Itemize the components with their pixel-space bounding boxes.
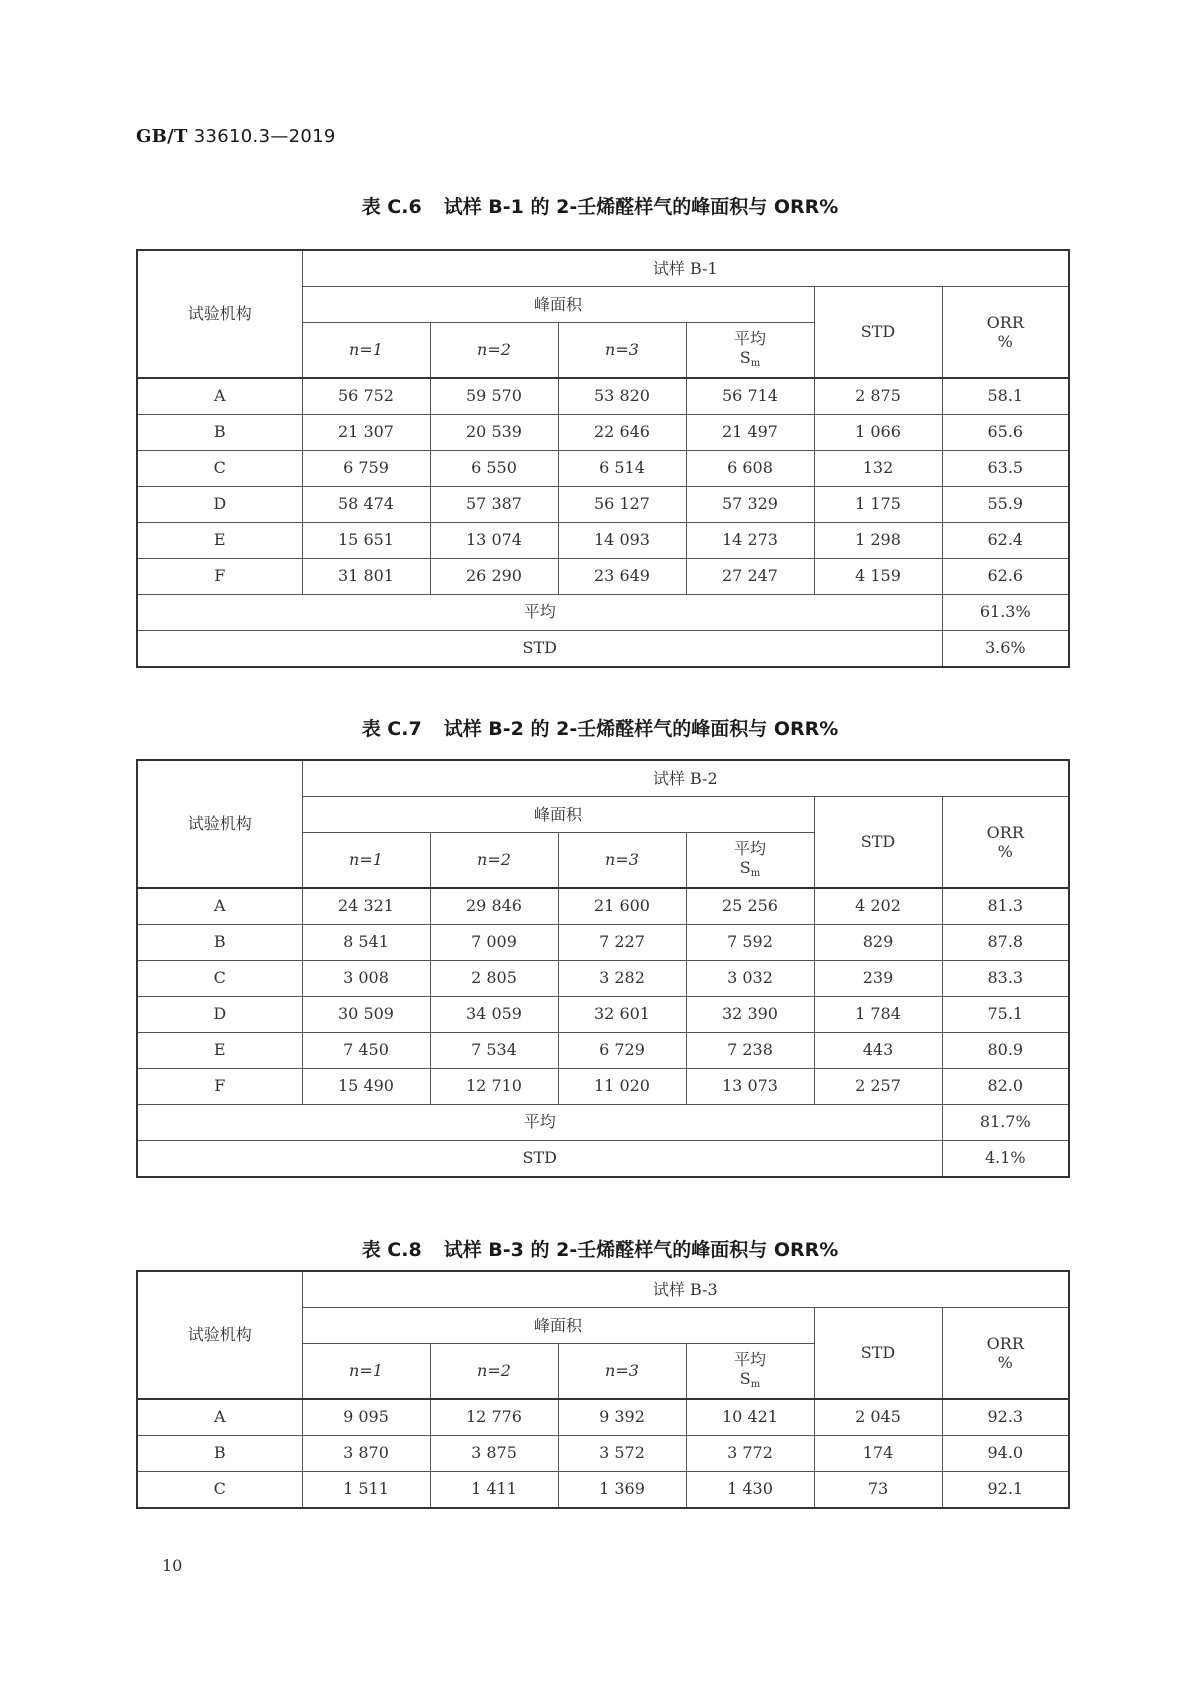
- cell-std: 1 784: [814, 996, 942, 1032]
- summary-row: [137, 594, 1069, 630]
- data-table: [136, 249, 1070, 668]
- cell-orr: 80.9: [942, 1032, 1069, 1068]
- cell-n3: 3 572: [558, 1435, 686, 1471]
- cell-avg: 57 329: [686, 486, 814, 522]
- header-std: STD: [814, 287, 942, 378]
- cell-inst: D: [137, 486, 302, 522]
- cell-avg: 25 256: [686, 888, 814, 925]
- summary-value: 4.1%: [942, 1140, 1069, 1177]
- header-n1: n=1: [302, 1344, 430, 1399]
- cell-orr: 92.3: [942, 1399, 1069, 1436]
- cell-std: 1 298: [814, 522, 942, 558]
- cell-n2: 12 710: [430, 1068, 558, 1104]
- header-orr-unit: %: [997, 331, 1013, 351]
- header-average-label: 平均: [733, 839, 766, 859]
- header-peak-area: 峰面积: [302, 1308, 814, 1344]
- cell-std: 2 045: [814, 1399, 942, 1436]
- cell-n3: 6 729: [558, 1032, 686, 1068]
- cell-avg: 10 421: [686, 1399, 814, 1436]
- data-table: [136, 1270, 1070, 1509]
- table-row: [137, 1068, 1069, 1104]
- cell-orr: 62.6: [942, 558, 1069, 594]
- summary-value: 3.6%: [942, 630, 1069, 667]
- table-caption: [0, 714, 1200, 741]
- cell-n3: 22 646: [558, 414, 686, 450]
- cell-inst: A: [137, 1399, 302, 1436]
- cell-orr: 62.4: [942, 522, 1069, 558]
- cell-avg: 1 430: [686, 1471, 814, 1508]
- header-orr-label: ORR: [986, 822, 1024, 842]
- cell-std: 1 066: [814, 414, 942, 450]
- header-peak-area: 峰面积: [302, 287, 814, 323]
- cell-std: 132: [814, 450, 942, 486]
- cell-orr: 65.6: [942, 414, 1069, 450]
- header-n3: n=3: [558, 323, 686, 378]
- cell-avg: 3 772: [686, 1435, 814, 1471]
- cell-std: 2 257: [814, 1068, 942, 1104]
- cell-n1: 56 752: [302, 378, 430, 415]
- table-row: [137, 414, 1069, 450]
- header-orr-label: ORR: [986, 312, 1024, 332]
- table-number: 表 C.8: [361, 1239, 422, 1261]
- standard-code-number: 33610.3—2019: [193, 126, 336, 147]
- cell-std: 2 875: [814, 378, 942, 415]
- header-average: [686, 1344, 814, 1399]
- cell-n2: 12 776: [430, 1399, 558, 1436]
- header-n2: n=2: [430, 833, 558, 888]
- cell-n1: 6 759: [302, 450, 430, 486]
- header-average: [686, 323, 814, 378]
- cell-std: 4 159: [814, 558, 942, 594]
- cell-n1: 7 450: [302, 1032, 430, 1068]
- cell-n2: 26 290: [430, 558, 558, 594]
- cell-orr: 92.1: [942, 1471, 1069, 1508]
- header-n2: n=2: [430, 323, 558, 378]
- summary-value: 61.3%: [942, 594, 1069, 630]
- header-orr-unit: %: [997, 841, 1013, 861]
- header-average: [686, 833, 814, 888]
- cell-n3: 53 820: [558, 378, 686, 415]
- cell-n3: 11 020: [558, 1068, 686, 1104]
- cell-avg: 56 714: [686, 378, 814, 415]
- header-orr: [942, 287, 1069, 378]
- table-row: [137, 450, 1069, 486]
- cell-n2: 7 009: [430, 924, 558, 960]
- header-peak-area: 峰面积: [302, 797, 814, 833]
- cell-avg: 3 032: [686, 960, 814, 996]
- cell-inst: C: [137, 1471, 302, 1508]
- cell-n1: 58 474: [302, 486, 430, 522]
- cell-n2: 7 534: [430, 1032, 558, 1068]
- cell-n3: 14 093: [558, 522, 686, 558]
- cell-inst: E: [137, 1032, 302, 1068]
- cell-n2: 20 539: [430, 414, 558, 450]
- cell-std: 443: [814, 1032, 942, 1068]
- header-std: STD: [814, 797, 942, 888]
- cell-n1: 8 541: [302, 924, 430, 960]
- table-row: [137, 996, 1069, 1032]
- cell-inst: A: [137, 888, 302, 925]
- cell-inst: F: [137, 1068, 302, 1104]
- table-row: [137, 486, 1069, 522]
- header-sample: 试样 B-3: [302, 1271, 1069, 1308]
- cell-n1: 24 321: [302, 888, 430, 925]
- cell-n2: 29 846: [430, 888, 558, 925]
- table-title: 试样 B-1 的 2-壬烯醛样气的峰面积与 ORR%: [443, 196, 839, 218]
- cell-inst: B: [137, 1435, 302, 1471]
- table-row: [137, 378, 1069, 415]
- header-n2: n=2: [430, 1344, 558, 1399]
- cell-inst: B: [137, 924, 302, 960]
- summary-row: [137, 1104, 1069, 1140]
- summary-row: [137, 1140, 1069, 1177]
- summary-label: 平均: [137, 1104, 942, 1140]
- cell-std: 829: [814, 924, 942, 960]
- cell-avg: 14 273: [686, 522, 814, 558]
- header-institution: 试验机构: [137, 760, 302, 888]
- table-row: [137, 522, 1069, 558]
- cell-avg: 6 608: [686, 450, 814, 486]
- cell-orr: 58.1: [942, 378, 1069, 415]
- cell-n3: 21 600: [558, 888, 686, 925]
- cell-inst: C: [137, 960, 302, 996]
- cell-n3: 1 369: [558, 1471, 686, 1508]
- table-number: 表 C.6: [361, 196, 422, 218]
- table-caption: [0, 192, 1200, 219]
- cell-orr: 82.0: [942, 1068, 1069, 1104]
- cell-orr: 63.5: [942, 450, 1069, 486]
- cell-n3: 9 392: [558, 1399, 686, 1436]
- header-average-symbol: $S_m$: [739, 858, 761, 880]
- cell-n2: 57 387: [430, 486, 558, 522]
- cell-n2: 3 875: [430, 1435, 558, 1471]
- table-row: [137, 1399, 1069, 1436]
- cell-n3: 6 514: [558, 450, 686, 486]
- table-caption: [0, 1235, 1200, 1262]
- cell-orr: 87.8: [942, 924, 1069, 960]
- cell-avg: 27 247: [686, 558, 814, 594]
- cell-inst: C: [137, 450, 302, 486]
- cell-std: 174: [814, 1435, 942, 1471]
- header-sample: 试样 B-1: [302, 250, 1069, 287]
- table-row: [137, 1471, 1069, 1508]
- table-row: [137, 888, 1069, 925]
- cell-avg: 7 238: [686, 1032, 814, 1068]
- cell-n2: 34 059: [430, 996, 558, 1032]
- cell-std: 239: [814, 960, 942, 996]
- summary-row: [137, 630, 1069, 667]
- cell-orr: 94.0: [942, 1435, 1069, 1471]
- table-row: [137, 924, 1069, 960]
- cell-inst: F: [137, 558, 302, 594]
- header-sample: 试样 B-2: [302, 760, 1069, 797]
- standard-code-prefix: GB/T: [136, 126, 188, 147]
- cell-n2: 59 570: [430, 378, 558, 415]
- cell-std: 1 175: [814, 486, 942, 522]
- table-row: [137, 1032, 1069, 1068]
- standard-code: [136, 126, 336, 147]
- cell-n1: 1 511: [302, 1471, 430, 1508]
- header-std: STD: [814, 1308, 942, 1399]
- cell-n1: 30 509: [302, 996, 430, 1032]
- cell-n2: 6 550: [430, 450, 558, 486]
- header-n1: n=1: [302, 323, 430, 378]
- cell-avg: 32 390: [686, 996, 814, 1032]
- cell-avg: 7 592: [686, 924, 814, 960]
- header-orr-unit: %: [997, 1352, 1013, 1372]
- table-row: [137, 1435, 1069, 1471]
- cell-n3: 32 601: [558, 996, 686, 1032]
- header-institution: 试验机构: [137, 250, 302, 378]
- cell-std: 4 202: [814, 888, 942, 925]
- cell-n3: 3 282: [558, 960, 686, 996]
- cell-n2: 2 805: [430, 960, 558, 996]
- table-number: 表 C.7: [361, 718, 422, 740]
- summary-label: STD: [137, 1140, 942, 1177]
- cell-n1: 15 651: [302, 522, 430, 558]
- header-orr: [942, 1308, 1069, 1399]
- header-average-label: 平均: [733, 1350, 766, 1370]
- cell-orr: 83.3: [942, 960, 1069, 996]
- cell-inst: B: [137, 414, 302, 450]
- cell-n3: 23 649: [558, 558, 686, 594]
- cell-n1: 9 095: [302, 1399, 430, 1436]
- cell-inst: D: [137, 996, 302, 1032]
- summary-label: 平均: [137, 594, 942, 630]
- cell-n1: 21 307: [302, 414, 430, 450]
- header-average-symbol: $S_m$: [739, 348, 761, 370]
- header-orr: [942, 797, 1069, 888]
- table-row: [137, 960, 1069, 996]
- cell-n1: 3 008: [302, 960, 430, 996]
- summary-label: STD: [137, 630, 942, 667]
- cell-avg: 21 497: [686, 414, 814, 450]
- table-title: 试样 B-2 的 2-壬烯醛样气的峰面积与 ORR%: [443, 718, 839, 740]
- cell-orr: 75.1: [942, 996, 1069, 1032]
- header-average-symbol: $S_m$: [739, 1369, 761, 1391]
- cell-n3: 56 127: [558, 486, 686, 522]
- cell-n2: 13 074: [430, 522, 558, 558]
- table-row: [137, 558, 1069, 594]
- table-title: 试样 B-3 的 2-壬烯醛样气的峰面积与 ORR%: [443, 1239, 839, 1261]
- header-average-label: 平均: [733, 329, 766, 349]
- cell-n1: 15 490: [302, 1068, 430, 1104]
- header-orr-label: ORR: [986, 1333, 1024, 1353]
- cell-avg: 13 073: [686, 1068, 814, 1104]
- cell-n2: 1 411: [430, 1471, 558, 1508]
- header-institution: 试验机构: [137, 1271, 302, 1399]
- header-n3: n=3: [558, 1344, 686, 1399]
- cell-n1: 31 801: [302, 558, 430, 594]
- data-table: [136, 759, 1070, 1178]
- header-n1: n=1: [302, 833, 430, 888]
- cell-std: 73: [814, 1471, 942, 1508]
- cell-n3: 7 227: [558, 924, 686, 960]
- cell-orr: 81.3: [942, 888, 1069, 925]
- page-number: 10: [162, 1556, 183, 1575]
- cell-inst: A: [137, 378, 302, 415]
- summary-value: 81.7%: [942, 1104, 1069, 1140]
- cell-inst: E: [137, 522, 302, 558]
- cell-orr: 55.9: [942, 486, 1069, 522]
- cell-n1: 3 870: [302, 1435, 430, 1471]
- header-n3: n=3: [558, 833, 686, 888]
